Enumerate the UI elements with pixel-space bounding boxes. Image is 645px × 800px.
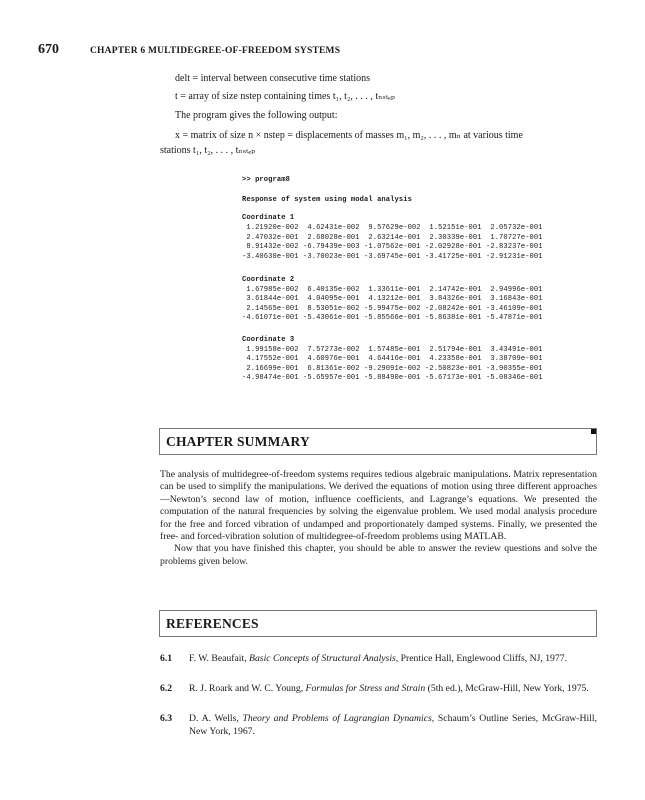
reference-item	[160, 713, 597, 738]
coord-row: -4.61071e-001 -5.43061e-001 -5.85566e-001 -5.86381e-001 -5.47871e-001	[242, 314, 543, 323]
reference-authors: F. W. Beaufait,	[189, 653, 250, 664]
def-t: t = array of size nstep containing times t₁, t₂, . . . , tₙₛₜₑₚ	[175, 91, 395, 102]
reference-authors: D. A. Wells,	[189, 713, 243, 724]
reference-number: 6.3	[160, 713, 173, 724]
def-delt: delt = interval between consecutive time stations	[175, 73, 371, 84]
coord-row: 2.16699e-001 6.81361e-002 -9.29091e-002 -2.50823e-001 -3.90355e-001	[242, 364, 543, 373]
coord-row: 1.67985e-002 6.40135e-002 1.33611e-001 2.14742e-001 2.94996e-001	[242, 285, 543, 294]
reference-publisher: (5th ed.), McGraw-Hill, New York, 1975.	[425, 683, 589, 694]
coord-row: -4.98474e-001 -5.65957e-001 -5.88490e-001 -5.67173e-001 -5.08346e-001	[242, 374, 543, 383]
def-x-line2: stations t₁, t₂, . . . , tₙₛₜₑₚ	[160, 145, 256, 156]
chapter-summary-body	[160, 469, 597, 568]
chapter-summary-heading-box	[159, 428, 597, 455]
page-number: 670	[38, 42, 59, 57]
reference-number: 6.1	[160, 653, 173, 664]
coord-label: Coordinate 1	[242, 214, 295, 222]
page-header	[38, 44, 618, 60]
coord-row: 2.14565e-001 8.53051e-002 -5.99475e-002 -2.08242e-001 -3.46109e-001	[242, 304, 543, 313]
output-title: Response of system using modal analysis	[242, 196, 412, 204]
reference-item	[160, 683, 597, 696]
coord-row: 4.17552e-001 4.60976e-001 4.64416e-001 4.23358e-001 3.38709e-001	[242, 355, 543, 364]
program-prompt: >> program8	[242, 176, 290, 184]
def-x-line1: x = matrix of size n × nstep = displacements of masses m₁, m₂, . . . , mₙ at various time	[175, 130, 523, 141]
coord-row: 2.47032e-001 2.68028e-001 2.63214e-001 2.30339e-001 1.70727e-001	[242, 233, 543, 242]
summary-paragraph: Now that you have finished this chapter, you should be able to answer the review questions and solve the problems given below.	[160, 543, 597, 567]
reference-title: Theory and Problems of Lagrangian Dynamics	[242, 713, 432, 724]
coord-row: 1.21920e-002 4.62431e-002 9.57629e-002 1.52151e-001 2.05732e-001	[242, 224, 543, 232]
coord-row: 8.91432e-002 -6.79439e-003 -1.07562e-001 -2.02928e-001 -2.83237e-001	[242, 243, 543, 252]
coord-row: -3.40630e-001 -3.70023e-001 -3.69745e-001 -3.41725e-001 -2.91231e-001	[242, 252, 543, 261]
coord-row: 3.61844e-001 4.04095e-001 4.13212e-001 3.84326e-001 3.16843e-001	[242, 295, 543, 304]
chapter-summary-heading: CHAPTER SUMMARY	[166, 434, 310, 449]
reference-publisher: , Schaum’s Outline Series, McGraw-Hill, New York, 1967.	[189, 713, 597, 737]
reference-title: Basic Concepts of Structural Analysis	[249, 653, 396, 664]
coord-label: Coordinate 3	[242, 336, 295, 344]
references-heading: REFERENCES	[166, 616, 259, 631]
references-heading-box	[159, 610, 597, 637]
running-head: CHAPTER 6 MULTIDEGREE-OF-FREEDOM SYSTEMS	[90, 46, 341, 56]
summary-paragraph: The analysis of multidegree-of-freedom systems requires tedious algebraic manipulations. Matrix representation can be used to simplify the manipulations. We derived the equations of motion using three different approaches—Newton’s second law of motion, influence coefficients, and Lagrange’s equations. We presented the computation of the natural frequencies by solving the eigenvalue problem. We used modal analysis procedure for the free and forced vibration of undamped and proportionately damped systems. Finally, we presented the free- and forced-vibration solution of multidegree-of-freedom problems using MATLAB.	[160, 469, 597, 543]
reference-title: Formulas for Stress and Strain	[305, 683, 426, 694]
reference-item	[160, 653, 597, 666]
reference-authors: R. J. Roark and W. C. Young,	[189, 683, 306, 694]
output-intro: The program gives the following output:	[175, 110, 338, 121]
reference-number: 6.2	[160, 683, 173, 694]
reference-publisher: , Prentice Hall, Englewood Cliffs, NJ, 1977.	[395, 653, 568, 664]
coord-row: 1.99158e-002 7.57273e-002 1.57485e-001 2.51794e-001 3.43491e-001	[242, 345, 543, 354]
coord-label: Coordinate 2	[242, 276, 295, 284]
